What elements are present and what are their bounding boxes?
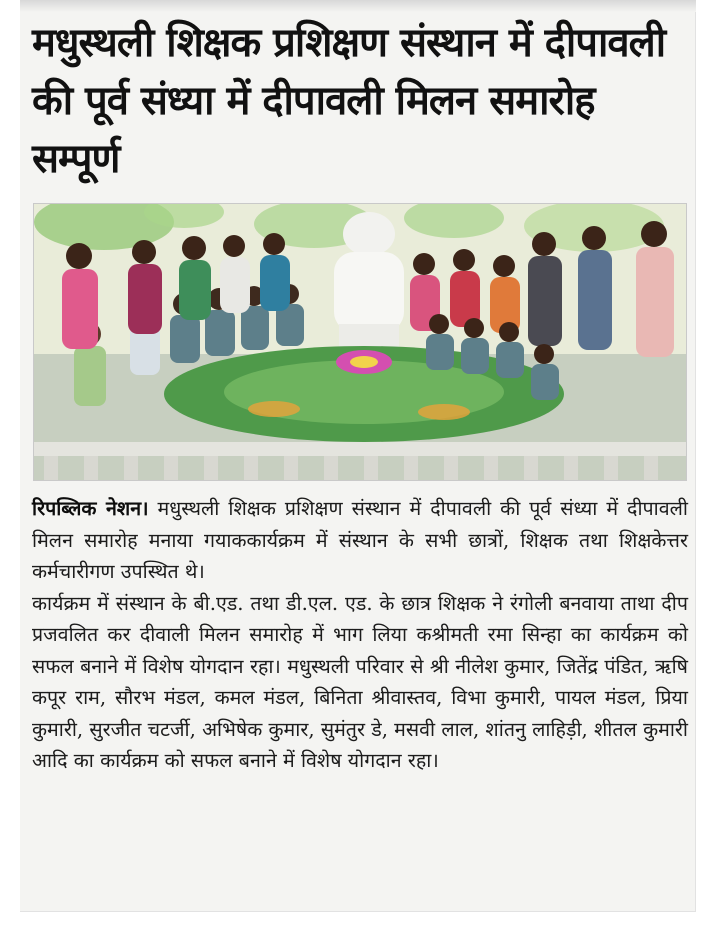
article-body (32, 493, 688, 777)
group-photo-illustration (34, 204, 687, 481)
cropped-previous-line (20, 0, 696, 12)
event-photo (33, 203, 687, 481)
paragraph-1 (32, 493, 688, 588)
paragraph-1-text: मधुस्थली शिक्षक प्रशिक्षण संस्थान में दीपावली की पूर्व संध्या में दीपावली मिलन समारोह मनाया गयाककार्यक्रम में संस्थान के सभी छात्रों, शिक्षक तथा शिक्षकेत्तर कर्मचारीगण उपस्थित थे। (32, 497, 688, 583)
dateline: रिपब्लिक नेशन। (32, 497, 149, 520)
headline: मधुस्थली शिक्षक प्रशिक्षण संस्थान में दीपावली की पूर्व संध्या में दीपावली मिलन समारोह सम्पूर्ण (32, 20, 666, 182)
paragraph-2: कार्यक्रम में संस्थान के बी.एड. तथा डी.एल. एड. के छात्र शिक्षक ने रंगोली बनवाया ताथा दीप प्रजवलित कर दीवाली मिलन समारोह में भाग लिया कश्रीमती रमा सिन्हा का कार्यक्रम को सफल बनाने में विशेष योगदान रहा। मधुस्थली परिवार से श्री नीलेश कुमार, जितेंद्र पंडित, ऋषि कपूर राम, सौरभ मंडल, कमल मंडल, बिनिता श्रीवास्तव, विभा कुमारी, पायल मंडल, प्रिया कुमारी, सुरजीत चटर्जी, अभिषेक कुमार, सुमंतुर डे, मसवी लाल, शांतनु लाहिड़ी, शीतल कुमारी आदि का कार्यक्रम को सफल बनाने में विशेष योगदान रहा। (32, 591, 688, 772)
